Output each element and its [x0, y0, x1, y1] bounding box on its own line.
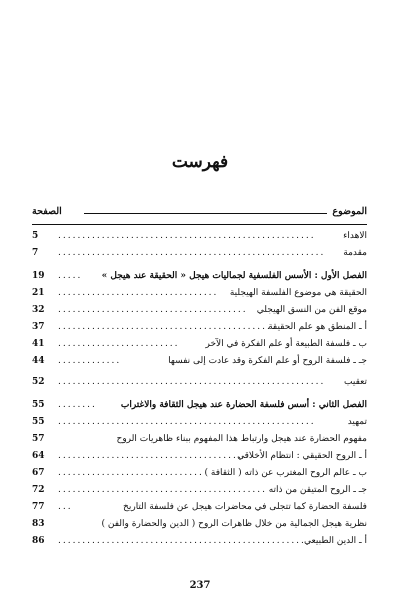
toc-header [32, 206, 367, 222]
page-column-label: الصفحة [32, 206, 62, 217]
toc-page: 5 [32, 231, 39, 241]
toc-row [32, 336, 367, 353]
toc-page: 67 [32, 468, 45, 478]
toc-row [32, 448, 367, 465]
toc-text: مفهوم الحضارة عند هيجل وارتباط هذا المفهوم ببناء ظاهريات الروح [116, 434, 367, 444]
toc-page: 77 [32, 502, 45, 512]
toc-leader: ..................................................... [58, 417, 316, 427]
toc-leader: ......................... [58, 339, 180, 349]
page-title: فهرست [171, 152, 229, 172]
toc-text: جـ ـ فلسفة الروح أو علم الفكرة وقد عادت إلى نفسها [168, 356, 367, 366]
toc-page: 83 [32, 519, 45, 529]
toc-leader: ..... [58, 271, 83, 281]
toc-row [32, 353, 367, 370]
toc-row [32, 268, 367, 285]
toc-page: 7 [32, 248, 39, 258]
toc-row [32, 228, 367, 245]
toc-row [32, 431, 367, 448]
toc-text: الاهداء [343, 231, 367, 241]
toc-text: ب ـ فلسفة الطبيعة أو علم الفكرة في الآخر [205, 339, 367, 349]
toc-text: ب ـ عالم الروح المغترب عن ذاته ( الثقافة ) [204, 468, 367, 478]
toc-row [32, 533, 367, 550]
toc-page: 44 [32, 356, 45, 366]
toc-text: نظرية هيجل الجمالية من خلال ظاهرات الروح ( الدين والحضارة والفن ) [101, 519, 367, 529]
toc-leader: ....................................................... [58, 377, 326, 387]
toc-page: 21 [32, 288, 45, 298]
toc-row [32, 499, 367, 516]
toc-text: تعقيب [344, 377, 367, 387]
toc-row [32, 374, 367, 391]
toc-text: الحقيقة هي موضوع الفلسفة الهيجلية [229, 288, 367, 298]
toc-row [32, 302, 367, 319]
toc-page: 55 [32, 417, 45, 427]
toc-leader: ............................................. [58, 322, 277, 332]
toc-text: فلسفة الحضارة كما تتجلى في محاضرات هيجل عن فلسفة التاريخ [123, 502, 367, 512]
subject-column-label: الموضوع [332, 206, 367, 217]
toc-leader: ........................................... [58, 485, 268, 495]
toc-row [32, 465, 367, 482]
toc-row [32, 516, 367, 533]
toc-row [32, 245, 367, 262]
toc-page: 72 [32, 485, 45, 495]
toc-row [32, 414, 367, 431]
toc-text: تمهيد [347, 417, 367, 427]
toc-text: الفصل الأول : الأسس الفلسفية لجماليات هيجل « الحقيقة عند هيجل » [101, 271, 367, 281]
header-rule [32, 224, 367, 225]
toc-page: 64 [32, 451, 45, 461]
toc-leader: ... [58, 502, 73, 512]
toc-page: 32 [32, 305, 45, 315]
toc-text: أ ـ الدين الطبيعي [304, 536, 367, 546]
toc-leader: ....................................................... [58, 248, 326, 258]
toc-row [32, 482, 367, 499]
toc-leader: ................................. [58, 288, 219, 298]
toc-row [32, 285, 367, 302]
toc-leader: .............................. [58, 468, 204, 478]
toc-row [32, 319, 367, 336]
toc-leader: ............. [58, 356, 122, 366]
toc-leader: ....................................... [58, 305, 248, 315]
toc-row [32, 397, 367, 414]
toc-page: 41 [32, 339, 45, 349]
toc-page: 19 [32, 271, 45, 281]
toc-text: مقدمة [343, 248, 367, 258]
toc-page: 57 [32, 434, 45, 444]
toc-leader: ........ [58, 400, 97, 410]
toc-page: 37 [32, 322, 45, 332]
toc-text: أ ـ المنطق هو علم الحقيقة [268, 322, 367, 332]
toc-page: 55 [32, 400, 45, 410]
toc-page: 86 [32, 536, 45, 546]
toc-text: الفصل الثاني : أسس فلسفة الحضارة عند هيجل الثقافة والاغتراب [120, 400, 367, 410]
toc-text: جـ ـ الروح المتيقن من ذاته [268, 485, 367, 495]
toc-leader: ................................................... [58, 536, 306, 546]
toc-leader: ..................................................... [58, 231, 316, 241]
toc-text: أ ـ الروح الحقيقي : انتظام الأخلاقي [237, 451, 367, 461]
toc-leader: ....................................... [58, 451, 248, 461]
toc-page: 52 [32, 377, 45, 387]
header-dash [84, 213, 327, 214]
page-number: 237 [189, 580, 211, 591]
toc-text: موقع الفن من النسق الهيجلي [256, 305, 367, 315]
